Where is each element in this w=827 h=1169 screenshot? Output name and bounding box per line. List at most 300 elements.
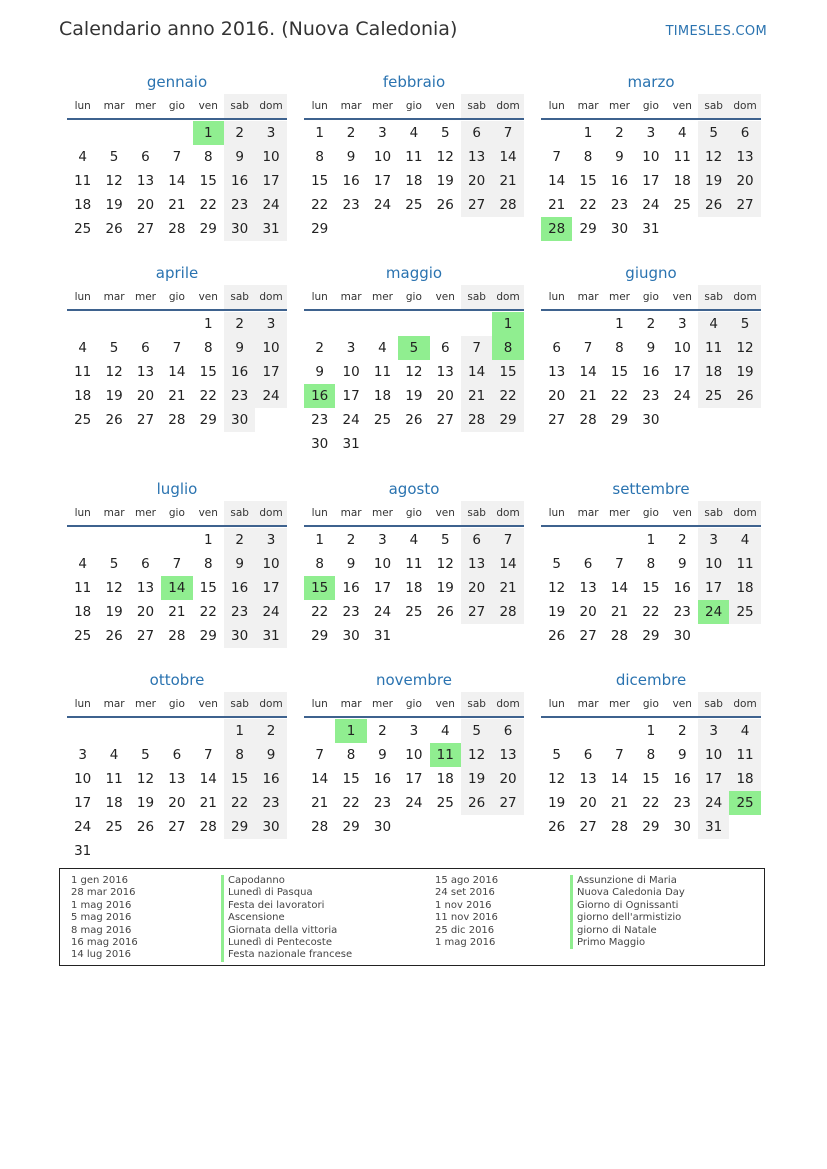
day-cell: 2	[378, 723, 387, 739]
day-cell: 14	[492, 145, 523, 169]
weekday-label: mar	[103, 100, 125, 112]
weekday-label: mar	[103, 507, 125, 519]
day-cell: 8	[346, 747, 356, 763]
day-cell: 29	[642, 819, 660, 835]
day-cell: 21	[461, 384, 492, 408]
day-cell: 2	[224, 312, 255, 336]
day-cell: 20	[436, 388, 454, 404]
day-cell: 22	[311, 604, 329, 620]
day-cell: 5	[552, 556, 561, 572]
weekday-label: ven	[435, 100, 455, 112]
empty-cell	[304, 719, 335, 743]
empty-cell	[541, 312, 572, 336]
weekday-label: sab	[698, 692, 729, 716]
empty-cell	[541, 121, 572, 145]
day-cell: 11	[698, 336, 729, 360]
day-cell: 3	[78, 747, 87, 763]
empty-cell	[541, 719, 572, 743]
day-cell: 27	[492, 791, 523, 815]
day-cell: 5	[109, 556, 119, 572]
day-cell: 17	[255, 169, 286, 193]
day-grid	[541, 718, 761, 839]
day-cell: 13	[168, 771, 186, 787]
empty-cell	[98, 528, 129, 552]
day-cell: 21	[168, 197, 186, 213]
day-cell: 11	[373, 364, 392, 380]
holiday-day-cell: 1	[193, 121, 224, 145]
day-cell: 24	[255, 193, 286, 217]
legend-entry: Capodanno	[221, 875, 352, 887]
weekday-label: mer	[608, 291, 630, 303]
day-cell: 9	[615, 149, 624, 165]
day-cell: 9	[255, 743, 286, 767]
day-cell: 29	[342, 819, 360, 835]
day-cell: 19	[105, 197, 123, 213]
weekday-label: lun	[311, 507, 328, 519]
weekday-label: lun	[548, 698, 565, 710]
day-cell: 26	[405, 412, 423, 428]
day-cell: 19	[729, 360, 760, 384]
day-cell: 4	[78, 340, 87, 356]
legend-entry: giorno di Natale	[570, 925, 685, 937]
day-cell: 16	[224, 576, 255, 600]
weekday-header	[304, 501, 524, 527]
weekday-label: dom	[729, 692, 760, 716]
day-cell: 13	[136, 364, 155, 380]
day-cell: 17	[342, 388, 360, 404]
day-cell: 12	[729, 336, 760, 360]
day-cell: 27	[136, 628, 155, 644]
day-cell: 29	[311, 221, 329, 237]
day-cell: 31	[255, 624, 286, 648]
day-cell: 6	[492, 719, 523, 743]
day-cell: 15	[199, 173, 217, 189]
weekday-label: mar	[577, 507, 599, 519]
day-cell: 18	[405, 173, 423, 189]
day-cell: 5	[552, 747, 561, 763]
day-cell: 1	[315, 532, 324, 548]
holiday-day-cell: 15	[304, 576, 335, 600]
day-cell: 7	[552, 149, 561, 165]
day-cell: 7	[615, 747, 624, 763]
holiday-day-cell: 14	[161, 576, 192, 600]
day-grid	[67, 527, 287, 648]
day-cell: 26	[105, 412, 123, 428]
legend-names-col-1	[221, 875, 352, 962]
day-cell: 1	[315, 125, 324, 141]
day-cell: 14	[168, 173, 186, 189]
day-cell: 24	[642, 197, 660, 213]
day-grid	[67, 718, 287, 863]
day-cell: 27	[579, 628, 597, 644]
day-cell: 5	[698, 121, 729, 145]
weekday-header	[304, 94, 524, 120]
day-cell: 22	[342, 795, 360, 811]
weekday-label: gio	[405, 507, 422, 519]
legend-entry: Festa nazionale francese	[221, 949, 352, 961]
weekday-label: lun	[74, 100, 91, 112]
month-settembre	[541, 477, 761, 648]
empty-cell	[398, 312, 429, 336]
weekday-label: gio	[405, 100, 422, 112]
day-cell: 15	[642, 580, 660, 596]
weekday-label: mer	[608, 507, 630, 519]
day-cell: 25	[698, 384, 729, 408]
day-cell: 28	[492, 193, 523, 217]
empty-cell	[130, 528, 161, 552]
day-cell: 10	[74, 771, 92, 787]
weekday-label: ven	[435, 291, 455, 303]
day-cell: 16	[373, 771, 392, 787]
day-cell: 12	[405, 364, 423, 380]
weekday-label: sab	[461, 692, 492, 716]
day-cell: 19	[461, 767, 492, 791]
legend-entry: Primo Maggio	[570, 937, 685, 949]
day-cell: 3	[677, 316, 687, 332]
day-cell: 3	[346, 340, 356, 356]
day-cell: 19	[436, 173, 454, 189]
day-cell: 1	[203, 532, 213, 548]
weekday-label: sab	[224, 285, 255, 309]
day-grid	[67, 311, 287, 432]
weekday-header	[541, 501, 761, 527]
day-cell: 17	[74, 795, 92, 811]
month-agosto	[304, 477, 524, 648]
day-cell: 13	[492, 743, 523, 767]
day-cell: 20	[136, 388, 155, 404]
weekday-label: sab	[698, 94, 729, 118]
weekday-label: dom	[255, 692, 286, 716]
day-cell: 24	[698, 791, 729, 815]
day-cell: 25	[74, 412, 92, 428]
day-cell: 20	[461, 576, 492, 600]
day-cell: 7	[315, 747, 324, 763]
month-dicembre	[541, 668, 761, 863]
month-aprile	[67, 261, 287, 456]
day-cell: 28	[461, 408, 492, 432]
day-cell: 19	[405, 388, 423, 404]
day-cell: 7	[615, 556, 624, 572]
day-cell: 23	[224, 193, 255, 217]
legend-entry: 16 mag 2016	[71, 936, 138, 948]
day-cell: 7	[461, 336, 492, 360]
day-cell: 27	[136, 412, 155, 428]
day-cell: 28	[168, 412, 186, 428]
day-cell: 21	[311, 795, 329, 811]
weekday-label: sab	[224, 501, 255, 525]
day-cell: 20	[136, 604, 155, 620]
day-cell: 6	[461, 121, 492, 145]
day-cell: 27	[461, 600, 492, 624]
weekday-label: mer	[371, 291, 393, 303]
day-cell: 22	[579, 197, 597, 213]
weekday-label: gio	[168, 291, 185, 303]
weekday-label: lun	[548, 291, 565, 303]
day-cell: 4	[78, 556, 87, 572]
weekday-label: mar	[340, 291, 362, 303]
weekday-label: ven	[672, 507, 692, 519]
legend-entry: 5 mag 2016	[71, 912, 132, 924]
weekday-label: dom	[729, 94, 760, 118]
day-cell: 18	[673, 173, 691, 189]
day-cell: 6	[172, 747, 182, 763]
day-cell: 6	[440, 340, 450, 356]
month-name: giugno	[625, 264, 677, 282]
weekday-label: mar	[340, 698, 362, 710]
day-cell: 30	[610, 221, 629, 237]
day-cell: 16	[224, 360, 255, 384]
legend-entry: Giornata della vittoria	[221, 925, 352, 937]
day-cell: 8	[315, 556, 324, 572]
holiday-day-cell: 8	[492, 336, 523, 360]
day-cell: 15	[342, 771, 360, 787]
day-cell: 9	[346, 556, 356, 572]
weekday-label: dom	[492, 501, 523, 525]
month-name: agosto	[388, 480, 440, 498]
weekday-label: ven	[672, 100, 692, 112]
month-novembre	[304, 668, 524, 863]
weekday-label: mer	[134, 507, 156, 519]
day-cell: 2	[315, 340, 324, 356]
empty-cell	[461, 312, 492, 336]
day-cell: 2	[646, 316, 656, 332]
day-cell: 8	[203, 149, 213, 165]
weekday-label: gio	[642, 507, 659, 519]
weekday-header	[541, 285, 761, 311]
day-grid	[541, 120, 761, 241]
weekday-header	[67, 285, 287, 311]
day-cell: 18	[729, 767, 760, 791]
weekday-label: ven	[672, 698, 692, 710]
legend-entry: Assunzione di Maria	[570, 875, 685, 887]
day-cell: 11	[405, 556, 423, 572]
month-name: novembre	[376, 671, 452, 689]
weekday-label: mar	[340, 100, 362, 112]
day-cell: 15	[579, 173, 597, 189]
empty-cell	[572, 719, 603, 743]
day-cell: 22	[492, 384, 523, 408]
day-cell: 23	[224, 384, 255, 408]
empty-cell	[67, 312, 98, 336]
weekday-header	[67, 94, 287, 120]
day-cell: 31	[255, 217, 286, 241]
weekday-label: mer	[134, 100, 156, 112]
day-cell: 30	[673, 819, 691, 835]
day-cell: 10	[373, 556, 392, 572]
day-cell: 19	[105, 388, 123, 404]
day-cell: 1	[583, 125, 593, 141]
day-cell: 17	[673, 364, 691, 380]
legend-entry: Lunedì di Pasqua	[221, 887, 352, 899]
day-cell: 14	[610, 771, 629, 787]
day-cell: 16	[224, 169, 255, 193]
day-cell: 24	[342, 412, 360, 428]
day-cell: 23	[673, 795, 691, 811]
weekday-label: gio	[642, 100, 659, 112]
day-cell: 25	[405, 604, 423, 620]
day-grid	[541, 311, 761, 432]
day-cell: 27	[729, 193, 760, 217]
day-cell: 2	[346, 532, 356, 548]
day-cell: 29	[610, 412, 629, 428]
day-cell: 2	[677, 723, 687, 739]
legend-entry: Lunedì di Pentecoste	[221, 937, 352, 949]
holiday-day-cell: 1	[492, 312, 523, 336]
day-cell: 25	[729, 600, 760, 624]
legend-entry: 1 nov 2016	[435, 899, 492, 911]
day-cell: 12	[105, 580, 123, 596]
day-cell: 6	[461, 528, 492, 552]
day-cell: 27	[548, 412, 566, 428]
legend-names-col-2	[570, 875, 685, 949]
day-cell: 25	[74, 628, 92, 644]
day-cell: 18	[698, 360, 729, 384]
day-cell: 21	[610, 604, 629, 620]
day-cell: 2	[224, 121, 255, 145]
month-ottobre	[67, 668, 287, 863]
empty-cell	[67, 121, 98, 145]
day-cell: 29	[492, 408, 523, 432]
day-cell: 8	[224, 743, 255, 767]
day-cell: 13	[579, 580, 597, 596]
day-cell: 9	[646, 340, 656, 356]
day-cell: 30	[373, 819, 392, 835]
day-cell: 11	[729, 552, 760, 576]
day-cell: 15	[642, 771, 660, 787]
day-cell: 9	[224, 145, 255, 169]
day-cell: 14	[461, 360, 492, 384]
day-cell: 5	[109, 340, 119, 356]
legend-entry: giorno dell'armistizio	[570, 912, 685, 924]
legend-entry: 11 nov 2016	[435, 912, 498, 924]
day-cell: 17	[642, 173, 660, 189]
month-name: luglio	[156, 480, 198, 498]
day-cell: 24	[373, 197, 392, 213]
weekday-label: lun	[74, 291, 91, 303]
day-grid	[304, 120, 524, 241]
empty-cell	[130, 312, 161, 336]
day-cell: 20	[492, 767, 523, 791]
day-cell: 15	[492, 360, 523, 384]
day-cell: 19	[548, 795, 566, 811]
legend-entry: 15 ago 2016	[435, 875, 499, 886]
day-grid	[304, 311, 524, 456]
weekday-header	[304, 285, 524, 311]
day-cell: 6	[141, 149, 150, 165]
day-cell: 8	[315, 149, 324, 165]
calendar-grid	[67, 70, 761, 863]
weekday-header	[304, 692, 524, 718]
empty-cell	[130, 719, 161, 743]
day-cell: 5	[729, 312, 760, 336]
day-cell: 28	[168, 628, 186, 644]
day-cell: 26	[461, 791, 492, 815]
day-cell: 26	[136, 819, 155, 835]
weekday-label: sab	[698, 285, 729, 309]
day-cell: 7	[172, 149, 182, 165]
legend-entry: 14 lug 2016	[71, 949, 131, 961]
day-cell: 17	[698, 576, 729, 600]
day-cell: 23	[255, 791, 286, 815]
day-cell: 8	[583, 149, 593, 165]
weekday-label: lun	[311, 100, 328, 112]
day-cell: 24	[255, 600, 286, 624]
day-cell: 29	[199, 412, 217, 428]
month-name: ottobre	[149, 671, 205, 689]
day-cell: 4	[698, 312, 729, 336]
day-cell: 3	[698, 528, 729, 552]
day-cell: 5	[440, 125, 450, 141]
day-cell: 27	[168, 819, 186, 835]
day-cell: 23	[311, 412, 329, 428]
day-cell: 22	[199, 604, 217, 620]
day-cell: 21	[168, 388, 186, 404]
day-cell: 24	[255, 384, 286, 408]
weekday-label: ven	[198, 698, 218, 710]
day-cell: 15	[199, 580, 217, 596]
day-cell: 26	[436, 604, 454, 620]
weekday-label: gio	[168, 100, 185, 112]
day-cell: 31	[74, 843, 92, 859]
day-cell: 2	[346, 125, 356, 141]
day-cell: 1	[615, 316, 624, 332]
empty-cell	[367, 312, 398, 336]
day-cell: 23	[342, 604, 360, 620]
day-cell: 11	[105, 771, 123, 787]
day-cell: 3	[698, 719, 729, 743]
day-cell: 18	[74, 197, 92, 213]
day-cell: 21	[168, 604, 186, 620]
day-cell: 21	[548, 197, 566, 213]
day-cell: 6	[141, 556, 150, 572]
empty-cell	[67, 719, 98, 743]
day-cell: 28	[311, 819, 329, 835]
day-cell: 30	[642, 412, 660, 428]
day-cell: 9	[224, 552, 255, 576]
weekday-header	[67, 692, 287, 718]
day-cell: 27	[579, 819, 597, 835]
weekday-label: mer	[371, 698, 393, 710]
weekday-label: ven	[435, 507, 455, 519]
day-cell: 17	[255, 360, 286, 384]
legend-entry: 1 mag 2016	[435, 936, 496, 948]
day-cell: 2	[615, 125, 624, 141]
day-cell: 6	[552, 340, 561, 356]
day-cell: 5	[440, 532, 450, 548]
day-grid	[541, 527, 761, 648]
brand-link[interactable]: TIMESLES.COM	[665, 24, 767, 39]
day-cell: 27	[436, 412, 454, 428]
day-cell: 18	[373, 388, 392, 404]
day-cell: 12	[698, 145, 729, 169]
day-cell: 11	[729, 743, 760, 767]
day-cell: 12	[548, 580, 566, 596]
day-cell: 20	[461, 169, 492, 193]
day-cell: 20	[168, 795, 186, 811]
day-cell: 20	[579, 795, 597, 811]
weekday-label: mar	[103, 698, 125, 710]
weekday-label: lun	[311, 698, 328, 710]
day-cell: 13	[436, 364, 454, 380]
day-cell: 25	[405, 197, 423, 213]
day-cell: 21	[492, 169, 523, 193]
holiday-day-cell: 28	[541, 217, 572, 241]
day-cell: 4	[677, 125, 687, 141]
day-cell: 5	[461, 719, 492, 743]
day-cell: 2	[677, 532, 687, 548]
day-cell: 10	[698, 743, 729, 767]
weekday-label: mer	[608, 698, 630, 710]
